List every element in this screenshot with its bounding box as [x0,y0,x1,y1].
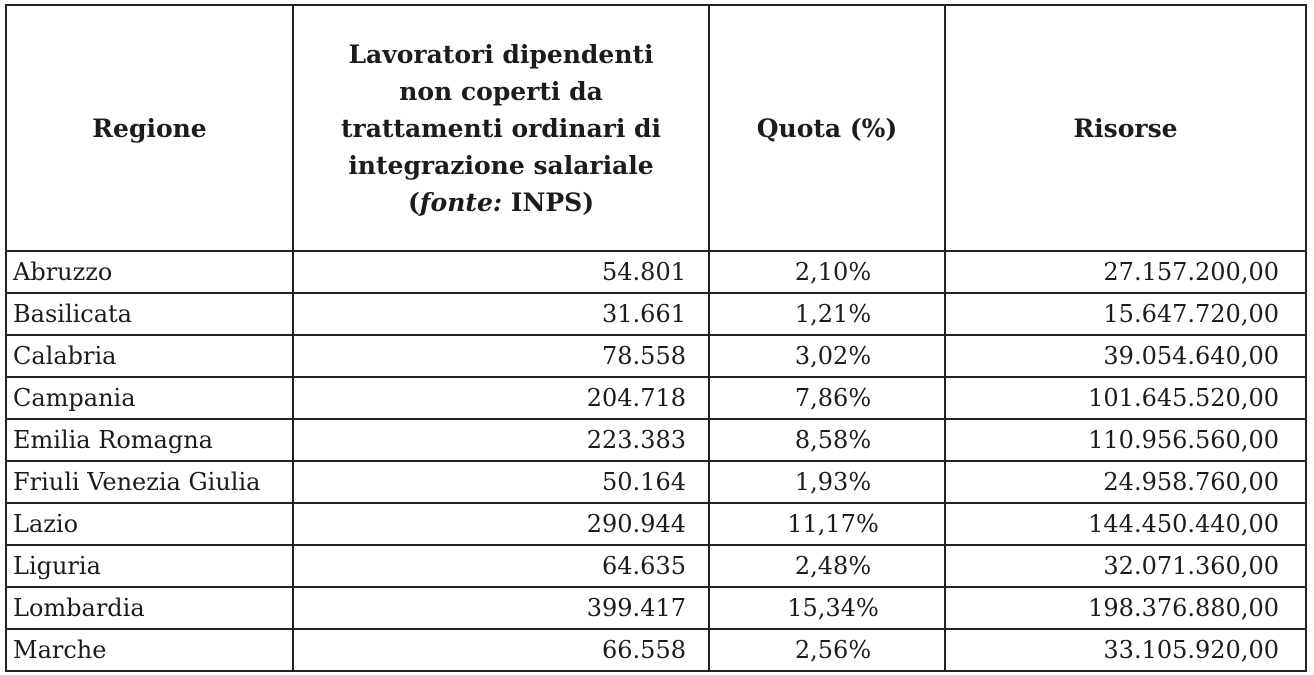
cell-regione: Basilicata [6,293,293,335]
cell-risorse: 198.376.880,00 [945,587,1306,629]
cell-quota: 7,86% [709,377,945,419]
header-lavoratori-line-5 [304,184,698,221]
cell-lavoratori: 223.383 [293,419,709,461]
cell-lavoratori: 31.661 [293,293,709,335]
table-row [6,461,1306,503]
table-row [6,629,1306,671]
header-lavoratori-line-2: non coperti da [399,76,603,106]
header-lavoratori-line-1: Lavoratori dipendenti [348,39,654,69]
cell-lavoratori: 64.635 [293,545,709,587]
table-row [6,377,1306,419]
cell-regione: Lazio [6,503,293,545]
cell-risorse: 144.450.440,00 [945,503,1306,545]
cell-regione: Lombardia [6,587,293,629]
table-body [6,251,1306,671]
cell-lavoratori: 66.558 [293,629,709,671]
cell-quota: 11,17% [709,503,945,545]
cell-quota: 2,10% [709,251,945,293]
header-risorse-label: Risorse [1073,113,1178,143]
table-header [6,5,1306,251]
header-row [6,5,1306,251]
cell-lavoratori: 54.801 [293,251,709,293]
header-source-open-paren: ( [407,187,420,217]
cell-lavoratori: 78.558 [293,335,709,377]
cell-quota: 2,56% [709,629,945,671]
table-row [6,293,1306,335]
cell-quota: 8,58% [709,419,945,461]
cell-lavoratori: 50.164 [293,461,709,503]
cell-quota: 2,48% [709,545,945,587]
cell-regione: Calabria [6,335,293,377]
cell-quota: 1,93% [709,461,945,503]
cell-regione: Marche [6,629,293,671]
cell-quota: 1,21% [709,293,945,335]
header-regione [6,5,293,251]
regional-resources-table [5,4,1307,672]
cell-risorse: 110.956.560,00 [945,419,1306,461]
header-lavoratori-line-3: trattamenti ordinari di [340,113,662,143]
cell-regione: Liguria [6,545,293,587]
cell-risorse: 39.054.640,00 [945,335,1306,377]
header-quota [709,5,945,251]
table-row [6,251,1306,293]
header-lavoratori-line-4: integrazione salariale [348,150,654,180]
cell-regione: Emilia Romagna [6,419,293,461]
cell-quota: 3,02% [709,335,945,377]
table-row [6,587,1306,629]
cell-risorse: 32.071.360,00 [945,545,1306,587]
cell-regione: Campania [6,377,293,419]
header-lavoratori [293,5,709,251]
cell-risorse: 101.645.520,00 [945,377,1306,419]
cell-risorse: 15.647.720,00 [945,293,1306,335]
cell-lavoratori: 399.417 [293,587,709,629]
cell-regione: Friuli Venezia Giulia [6,461,293,503]
table-row [6,419,1306,461]
table-row [6,503,1306,545]
header-source-label: fonte: [419,187,503,217]
table-row [6,335,1306,377]
cell-quota: 15,34% [709,587,945,629]
table-row [6,545,1306,587]
header-quota-label: Quota (%) [756,113,898,143]
header-source-name: INPS) [502,187,595,217]
cell-lavoratori: 204.718 [293,377,709,419]
cell-risorse: 33.105.920,00 [945,629,1306,671]
cell-risorse: 27.157.200,00 [945,251,1306,293]
header-risorse [945,5,1306,251]
cell-risorse: 24.958.760,00 [945,461,1306,503]
regional-resources-table-wrapper [5,4,1305,672]
header-regione-label: Regione [92,113,207,143]
cell-lavoratori: 290.944 [293,503,709,545]
cell-regione: Abruzzo [6,251,293,293]
